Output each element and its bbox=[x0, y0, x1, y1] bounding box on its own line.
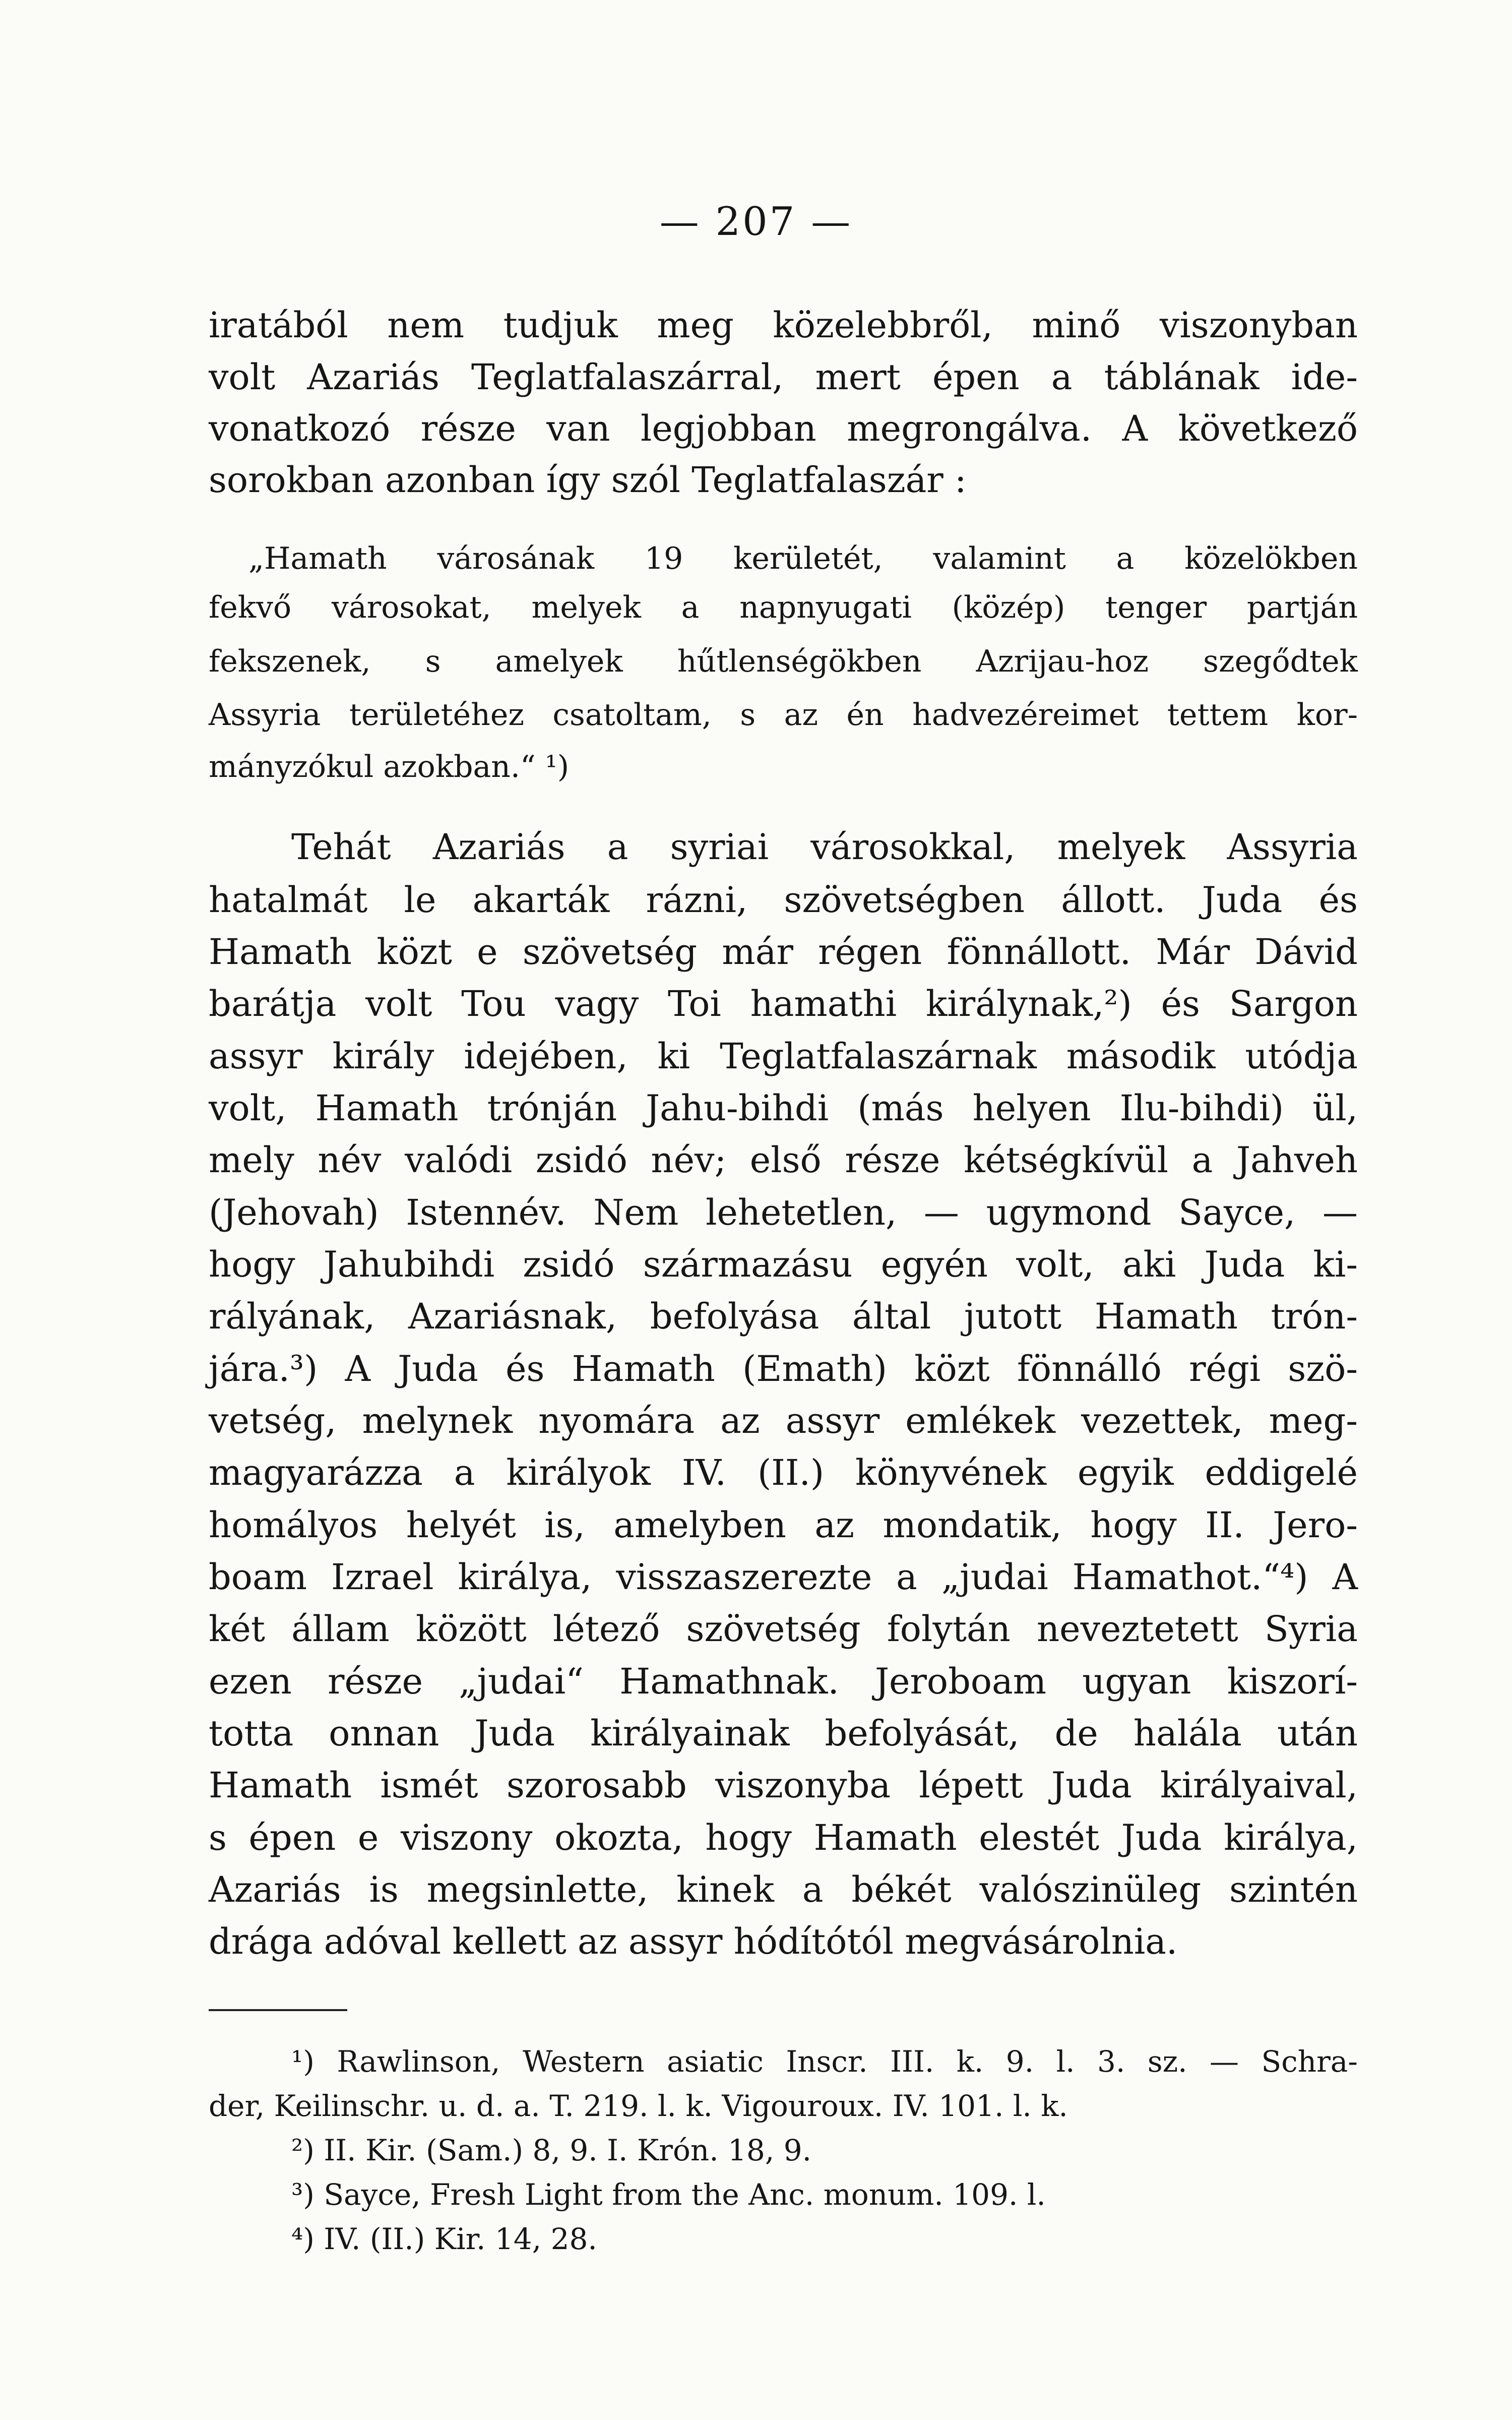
quote-line: Assyria területéhez csatoltam, s az én hadvezéreimet tettem kor- bbox=[209, 697, 1358, 733]
text-line: magyarázza a királyok IV. (II.) könyvének egyik eddigelé bbox=[209, 1452, 1358, 1493]
footnote-1-cont: der, Keilinschr. u. d. a. T. 219. l. k. Vigouroux. IV. 101. l. k. bbox=[209, 2089, 1068, 2123]
text-line: Hamath ismét szorosabb viszonyba lépett Juda királyaival, bbox=[209, 1765, 1358, 1806]
quote-line: „Hamath városának 19 kerületét, valamint a közelökben bbox=[248, 541, 1358, 576]
footnote-2: ²) II. Kir. (Sam.) 8, 9. I. Krón. 18, 9. bbox=[291, 2133, 812, 2167]
text-line: rályának, Azariásnak, befolyása által jutott Hamath trón- bbox=[209, 1296, 1358, 1337]
text-line: barátja volt Tou vagy Toi hamathi királynak,²) és Sargon bbox=[209, 983, 1358, 1024]
text-line: volt Azariás Teglatfalaszárral, mert épen a táblának ide- bbox=[209, 356, 1358, 398]
text-line: assyr király idejében, ki Teglatfalaszárnak második utódja bbox=[209, 1036, 1358, 1077]
quote-line: fekvő városokat, melyek a napnyugati (közép) tenger partján bbox=[209, 590, 1358, 625]
text-line: drága adóval kellett az assyr hódítótól megvásárolnia. bbox=[209, 1921, 1178, 1962]
text-line: iratából nem tudjuk meg közelebbről, minő viszonyban bbox=[209, 305, 1358, 346]
quote-line: mányzókul azokban.“ ¹) bbox=[209, 749, 570, 784]
text-line: ezen része „judai“ Hamathnak. Jeroboam ugyan kiszorí- bbox=[209, 1661, 1358, 1702]
text-line: homályos helyét is, amelyben az mondatik, hogy II. Jero- bbox=[209, 1504, 1358, 1546]
quote-line: fekszenek, s amelyek hűtlenségökben Azrijau-hoz szegődtek bbox=[209, 644, 1358, 679]
text-line: Hamath közt e szövetség már régen fönnállott. Már Dávid bbox=[209, 931, 1358, 973]
text-line: (Jehovah) Istennév. Nem lehetetlen, — ugymond Sayce, — bbox=[209, 1192, 1358, 1233]
text-line: s épen e viszony okozta, hogy Hamath elestét Juda királya, bbox=[209, 1817, 1358, 1858]
text-line: vetség, melynek nyomára az assyr emlékek vezettek, meg- bbox=[209, 1400, 1358, 1441]
footnote-divider bbox=[209, 2009, 347, 2011]
page-number: — 207 — bbox=[659, 199, 853, 245]
footnote-4: ⁴) IV. (II.) Kir. 14, 28. bbox=[291, 2222, 597, 2256]
text-line: Azariás is megsinlette, kinek a békét valószinüleg szintén bbox=[209, 1869, 1358, 1910]
text-line: vonatkozó része van legjobban megrongálva. A következő bbox=[209, 408, 1358, 449]
text-line: két állam között létező szövetség folytán neveztetett Syria bbox=[209, 1608, 1358, 1650]
text-line: hogy Jahubihdi zsidó származásu egyén volt, aki Juda ki- bbox=[209, 1244, 1358, 1285]
text-line: boam Izrael királya, visszaszerezte a „judai Hamathot.“⁴) A bbox=[209, 1556, 1358, 1598]
text-line: Tehát Azariás a syriai városokkal, melyek Assyria bbox=[291, 826, 1358, 868]
text-line: mely név valódi zsidó név; első része kétségkívül a Jahveh bbox=[209, 1139, 1358, 1181]
text-line: sorokban azonban így szól Teglatfalaszár : bbox=[209, 459, 967, 501]
footnote-3: ³) Sayce, Fresh Light from the Anc. monum. 109. l. bbox=[291, 2177, 1046, 2212]
text-line: volt, Hamath trónján Jahu-bihdi (más helyen Ilu-bihdi) ül, bbox=[209, 1087, 1358, 1129]
footnote-1: ¹) Rawlinson, Western asiatic Inscr. III. k. 9. l. 3. sz. — Schra- bbox=[291, 2044, 1358, 2079]
text-line: jára.³) A Juda és Hamath (Emath) közt fönnálló régi szö- bbox=[209, 1348, 1358, 1389]
text-line: totta onnan Juda királyainak befolyását, de halála után bbox=[209, 1713, 1358, 1754]
text-line: hatalmát le akarták rázni, szövetségben állott. Juda és bbox=[209, 879, 1358, 921]
